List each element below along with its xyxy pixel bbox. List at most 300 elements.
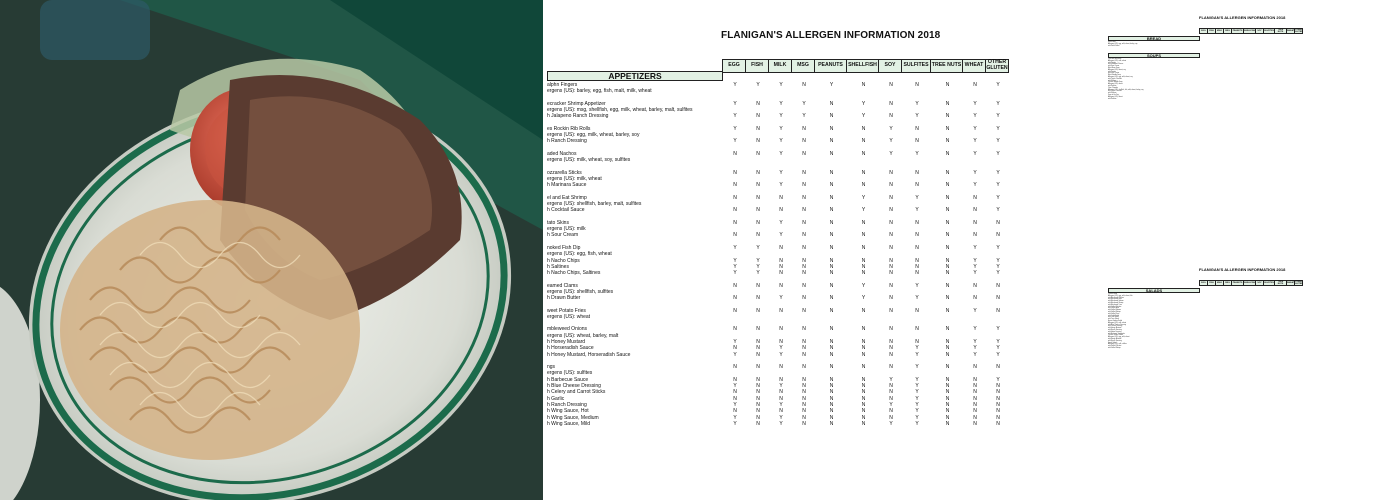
item-name: ergens (US): msg, shellfish, egg, milk, wheat, barley, malt, sulfites xyxy=(547,107,693,114)
allergen-value-milk: N xyxy=(779,282,783,289)
allergen-value-sulfites: N xyxy=(915,232,919,239)
thumbnail-salads-lines xyxy=(1108,294,1348,350)
item-name: h Saltines xyxy=(547,263,569,270)
allergen-value-sulfites: Y xyxy=(915,414,919,421)
allergen-value-fish: N xyxy=(756,282,760,289)
allergen-value-peanuts: N xyxy=(829,194,834,201)
allergen-value-wheat: Y xyxy=(973,244,977,251)
allergen-value-wheat: Y xyxy=(973,351,977,358)
allergen-value-shellfish: N xyxy=(861,326,866,333)
thumbnail-line: Allergens (US): egg, milk, wheat, fish xyxy=(1108,295,1133,297)
item-name: h Honey Mustard, Horseradish Sauce xyxy=(547,351,631,358)
column-header-milk: MILK xyxy=(768,59,792,73)
allergen-value-shellfish: N xyxy=(861,395,866,402)
allergen-value-shellfish: N xyxy=(861,244,866,251)
allergen-value-egg: Y xyxy=(733,401,737,408)
item-name: h Nacho Chips xyxy=(547,257,580,264)
allergen-value-fish: N xyxy=(756,395,760,402)
allergen-value-wheat: N xyxy=(973,282,977,289)
allergen-value-msg: N xyxy=(802,389,806,396)
allergen-value-sulfites: Y xyxy=(915,282,919,289)
allergen-value-sulfites: N xyxy=(915,244,919,251)
thumbnail-column-header: OTHER GLUTEN xyxy=(1294,28,1303,33)
item-name: ergens (US): egg, milk, wheat, barley, soy xyxy=(547,132,640,139)
allergen-value-other-gluten: N xyxy=(996,408,1000,415)
allergen-value-soy: N xyxy=(889,257,893,264)
allergen-value-msg: N xyxy=(802,351,806,358)
allergen-value-shellfish: Y xyxy=(861,194,866,201)
allergen-value-egg: N xyxy=(733,389,737,396)
thumbnail-line: with Blackened Salmon xyxy=(1108,301,1124,303)
allergen-value-wheat: N xyxy=(973,395,977,402)
allergen-value-sulfites: N xyxy=(915,339,919,346)
thumbnail-section-soups: SOUPS xyxy=(1108,53,1200,58)
thumbnail-line: with Onions xyxy=(1108,71,1116,73)
thumbnail-line: with Italian Dressing xyxy=(1108,331,1122,333)
allergen-value-sulfites: Y xyxy=(915,383,919,390)
allergen-value-tree-nuts: N xyxy=(945,414,950,421)
thumbnail-column-header: SHELLFISH xyxy=(1243,28,1256,34)
allergen-value-msg: N xyxy=(802,244,806,251)
allergen-value-other-gluten: Y xyxy=(996,138,1000,145)
allergen-value-sulfites: Y xyxy=(915,420,919,427)
allergen-value-other-gluten: Y xyxy=(996,150,1000,157)
thumbnail-line: with Balsamic Vinaigrette xyxy=(1108,333,1125,335)
allergen-value-egg: Y xyxy=(733,339,737,346)
thumbnail-line: with Sour Cream xyxy=(1108,73,1120,75)
menu-item-row xyxy=(547,295,1037,301)
allergen-value-shellfish: Y xyxy=(861,207,866,214)
allergen-value-wheat: N xyxy=(973,408,977,415)
allergen-value-egg: N xyxy=(733,307,737,314)
thumbnail-line: Allergens (US): wheat xyxy=(1108,96,1123,98)
allergen-value-egg: N xyxy=(733,395,737,402)
allergen-value-sulfites: Y xyxy=(915,100,919,107)
allergen-value-sulfites: Y xyxy=(915,395,919,402)
thumbnail-column-header: MILK xyxy=(1215,28,1224,34)
allergen-value-msg: Y xyxy=(802,100,806,107)
allergen-value-other-gluten: Y xyxy=(996,113,1000,120)
allergen-value-sulfites: N xyxy=(915,326,919,333)
thumbnail-line: Allergens (US): milk, sulfites xyxy=(1108,344,1127,346)
item-name: mbleweed Onions xyxy=(547,326,588,333)
allergen-value-sulfites: N xyxy=(915,138,919,145)
allergen-value-milk: Y xyxy=(779,138,783,145)
page-thumbnail-bread-soups xyxy=(1104,10,1400,180)
allergen-value-shellfish: N xyxy=(861,339,866,346)
allergen-value-tree-nuts: N xyxy=(945,125,950,132)
allergen-value-wheat: N xyxy=(973,219,977,226)
item-name: h Sour Cream xyxy=(547,232,579,239)
menu-item-row xyxy=(547,232,1037,238)
thumbnail-column-header: WHEAT xyxy=(1286,280,1295,286)
allergen-value-fish: N xyxy=(756,207,760,214)
allergen-value-fish: N xyxy=(756,219,760,226)
allergen-value-milk: N xyxy=(779,194,783,201)
allergen-value-sulfites: N xyxy=(915,219,919,226)
allergen-value-wheat: Y xyxy=(973,182,977,189)
allergen-value-tree-nuts: N xyxy=(945,408,950,415)
item-name: h Ranch Dressing xyxy=(547,138,587,145)
thumbnail-line: with Grilled Tuna xyxy=(1108,313,1120,315)
allergen-value-tree-nuts: N xyxy=(945,270,950,277)
allergen-value-peanuts: N xyxy=(829,364,834,371)
allergen-value-shellfish: N xyxy=(861,420,866,427)
food-photo xyxy=(0,0,543,500)
menu-item-row xyxy=(547,113,1037,119)
item-name: h Wing Sauce, Mild xyxy=(547,420,591,427)
item-name: h Wing Sauce, Medium xyxy=(547,414,599,421)
allergen-value-shellfish: N xyxy=(861,257,866,264)
allergen-value-egg: N xyxy=(733,150,737,157)
allergen-value-tree-nuts: N xyxy=(945,150,950,157)
allergen-value-wheat: Y xyxy=(973,257,977,264)
allergen-value-fish: N xyxy=(756,339,760,346)
item-name: h Wing Sauce, Hot xyxy=(547,408,589,415)
item-name: alphn Fingers xyxy=(547,82,578,88)
allergen-value-fish: N xyxy=(756,125,760,132)
allergen-value-fish: N xyxy=(756,182,760,189)
allergen-value-other-gluten: N xyxy=(996,420,1000,427)
allergen-value-peanuts: N xyxy=(829,100,834,107)
allergen-value-peanuts: N xyxy=(829,383,834,390)
column-header-wheat: WHEAT xyxy=(962,59,986,73)
allergen-value-egg: Y xyxy=(733,383,737,390)
allergen-value-egg: Y xyxy=(733,420,737,427)
thumbnail-line: with Ranch Dressing xyxy=(1108,329,1122,331)
allergen-value-milk: Y xyxy=(779,414,783,421)
allergen-value-wheat: N xyxy=(973,82,977,88)
thumbnail-line: with Shredded Cheese xyxy=(1108,64,1124,66)
allergen-value-egg: N xyxy=(733,207,737,214)
allergen-value-sulfites: Y xyxy=(915,207,919,214)
allergen-value-peanuts: N xyxy=(829,169,834,176)
item-name: ergens (US): shellfish, barley, malt, sulfites xyxy=(547,201,642,208)
allergen-value-sulfites: Y xyxy=(915,401,919,408)
allergen-value-other-gluten: Y xyxy=(996,345,1000,352)
allergen-value-peanuts: N xyxy=(829,351,834,358)
allergen-value-milk: N xyxy=(779,244,783,251)
allergen-value-fish: N xyxy=(756,169,760,176)
allergen-value-wheat: Y xyxy=(973,326,977,333)
allergen-value-peanuts: N xyxy=(829,295,834,302)
allergen-note-row xyxy=(547,88,1037,94)
allergen-value-sulfites: Y xyxy=(915,194,919,201)
allergen-value-soy: N xyxy=(889,194,893,201)
allergen-value-shellfish: Y xyxy=(861,282,866,289)
allergen-value-shellfish: N xyxy=(861,125,866,132)
allergen-value-peanuts: N xyxy=(829,326,834,333)
allergen-value-shellfish: N xyxy=(861,389,866,396)
allergen-value-egg: Y xyxy=(733,257,737,264)
allergen-value-wheat: Y xyxy=(973,113,977,120)
allergen-value-wheat: N xyxy=(973,232,977,239)
allergen-value-fish: Y xyxy=(756,257,760,264)
thumbnail-line: Allergens (US): egg, milk, wheat xyxy=(1108,337,1130,339)
allergen-value-other-gluten: Y xyxy=(996,125,1000,132)
item-name: tato Skins xyxy=(547,219,569,226)
allergen-value-shellfish: N xyxy=(861,232,866,239)
allergen-value-peanuts: N xyxy=(829,339,834,346)
allergen-value-msg: N xyxy=(802,150,806,157)
allergen-value-shellfish: N xyxy=(861,364,866,371)
allergen-value-egg: Y xyxy=(733,244,737,251)
thumbnail-column-header: EGG xyxy=(1199,280,1208,286)
column-header-other-gluten: OTHER GLUTEN xyxy=(986,59,1008,71)
allergen-value-soy: N xyxy=(889,408,893,415)
allergen-value-soy: N xyxy=(889,182,893,189)
allergen-value-peanuts: N xyxy=(829,207,834,214)
allergen-value-milk: Y xyxy=(779,125,783,132)
allergen-value-msg: N xyxy=(802,82,806,88)
thumbnail-line: House Garden Salad xyxy=(1108,320,1123,322)
thumbnail-column-header: SULFITES xyxy=(1263,28,1275,34)
allergen-value-sulfites: N xyxy=(915,125,919,132)
thumbnail-column-header: MSG xyxy=(1223,280,1232,286)
column-header-soy: SOY xyxy=(878,59,902,73)
item-name: h Blue Cheese Dressing xyxy=(547,383,601,390)
thumbnail-line: with Sour Cream xyxy=(1108,66,1120,68)
allergen-value-sulfites: Y xyxy=(915,389,919,396)
allergen-value-soy: N xyxy=(889,270,893,277)
allergen-value-tree-nuts: N xyxy=(945,207,950,214)
allergen-value-msg: N xyxy=(802,282,806,289)
allergen-value-shellfish: Y xyxy=(861,295,866,302)
allergen-value-msg: N xyxy=(802,194,806,201)
allergen-value-msg: N xyxy=(802,169,806,176)
allergen-value-soy: N xyxy=(889,389,893,396)
allergen-value-soy: N xyxy=(889,169,893,176)
allergen-value-shellfish: N xyxy=(861,219,866,226)
allergen-value-msg: N xyxy=(802,420,806,427)
allergen-value-soy: N xyxy=(889,364,893,371)
thumbnail-column-header: PEANUTS xyxy=(1231,28,1244,34)
allergen-value-tree-nuts: N xyxy=(945,257,950,264)
allergen-value-other-gluten: N xyxy=(996,414,1000,421)
item-name: weet Potato Fries xyxy=(547,307,586,314)
allergen-value-msg: N xyxy=(802,125,806,132)
allergen-value-fish: N xyxy=(756,383,760,390)
allergen-value-sulfites: Y xyxy=(915,408,919,415)
allergen-value-shellfish: N xyxy=(861,401,866,408)
thumbnail-column-header: MILK xyxy=(1215,280,1224,286)
allergen-value-other-gluten: Y xyxy=(996,263,1000,270)
allergen-value-milk: Y xyxy=(779,232,783,239)
allergen-value-fish: N xyxy=(756,100,760,107)
column-header-fish: FISH xyxy=(745,59,769,73)
item-name: ergens (US): milk, wheat, soy, sulfites xyxy=(547,157,631,164)
thumbnail-line: with Blackened Shrimp xyxy=(1108,302,1124,304)
allergen-value-msg: N xyxy=(802,414,806,421)
allergen-value-tree-nuts: N xyxy=(945,326,950,333)
allergen-value-sulfites: Y xyxy=(915,295,919,302)
thumbnail-soups-lines xyxy=(1108,59,1348,100)
item-name: ozzarella Sticks xyxy=(547,169,582,176)
menu-item-row xyxy=(547,352,1037,358)
allergen-value-egg: N xyxy=(733,376,737,383)
allergen-value-msg: N xyxy=(802,307,806,314)
allergen-value-milk: N xyxy=(779,389,783,396)
allergen-value-sulfites: N xyxy=(915,263,919,270)
thumbnail-line: Chicken Noodle Soup xyxy=(1108,82,1123,84)
thumbnail-line: with Grilled Shrimp xyxy=(1108,347,1121,349)
thumbnail-line: Clam Chowder xyxy=(1108,87,1118,89)
item-name: h Horseradish Sauce xyxy=(547,345,594,352)
allergen-value-wheat: N xyxy=(973,207,977,214)
column-header-shellfish: SHELLFISH xyxy=(846,59,879,73)
allergen-value-msg: N xyxy=(802,364,806,371)
allergen-value-tree-nuts: N xyxy=(945,339,950,346)
allergen-value-egg: N xyxy=(733,326,737,333)
allergen-value-fish: N xyxy=(756,414,760,421)
allergen-value-peanuts: N xyxy=(829,282,834,289)
allergen-value-soy: Y xyxy=(889,150,893,157)
allergen-value-shellfish: N xyxy=(861,307,866,314)
allergen-value-wheat: Y xyxy=(973,169,977,176)
allergen-value-tree-nuts: N xyxy=(945,138,950,145)
allergen-value-egg: Y xyxy=(733,100,737,107)
allergen-value-peanuts: N xyxy=(829,182,834,189)
allergen-value-egg: N xyxy=(733,169,737,176)
allergen-value-fish: N xyxy=(756,351,760,358)
allergen-value-tree-nuts: N xyxy=(945,401,950,408)
allergen-value-soy: Y xyxy=(889,401,893,408)
menu-item-row xyxy=(547,182,1037,188)
allergen-value-egg: Y xyxy=(733,414,737,421)
allergen-value-msg: N xyxy=(802,326,806,333)
thumbnail-line: Allergens (US): egg, milk, wheat, barley, soy xyxy=(1108,43,1138,45)
allergen-value-msg: N xyxy=(802,263,806,270)
allergen-value-sulfites: N xyxy=(915,307,919,314)
allergen-value-fish: N xyxy=(756,307,760,314)
allergen-value-other-gluten: Y xyxy=(996,326,1000,333)
allergen-note-row xyxy=(547,157,1037,163)
allergen-document xyxy=(543,0,1103,500)
allergen-value-milk: N xyxy=(779,408,783,415)
allergen-value-wheat: Y xyxy=(973,270,977,277)
allergen-value-fish: N xyxy=(756,138,760,145)
allergen-value-egg: N xyxy=(733,219,737,226)
item-name: h Marinara Sauce xyxy=(547,182,587,189)
allergen-value-other-gluten: N xyxy=(996,383,1000,390)
allergen-value-peanuts: N xyxy=(829,244,834,251)
allergen-value-soy: N xyxy=(889,414,893,421)
allergen-value-shellfish: N xyxy=(861,351,866,358)
allergen-value-other-gluten: N xyxy=(996,282,1000,289)
allergen-value-fish: N xyxy=(756,345,760,352)
allergen-value-fish: Y xyxy=(756,270,760,277)
allergen-value-milk: N xyxy=(779,326,783,333)
allergen-value-fish: N xyxy=(756,295,760,302)
allergen-value-wheat: N xyxy=(973,376,977,383)
allergen-value-egg: Y xyxy=(733,113,737,120)
thumbnail-line: with Grilled Mahi xyxy=(1108,308,1120,310)
allergen-value-fish: N xyxy=(756,376,760,383)
thumbnail-line: with Cobb Salad xyxy=(1108,315,1119,317)
allergen-value-other-gluten: Y xyxy=(996,244,1000,251)
thumbnail-column-header: SULFITES xyxy=(1263,280,1275,286)
thumbnail-column-header: FISH xyxy=(1207,28,1216,34)
allergen-value-other-gluten: Y xyxy=(996,351,1000,358)
allergen-value-wheat: Y xyxy=(973,263,977,270)
allergen-value-tree-nuts: N xyxy=(945,395,950,402)
allergen-value-other-gluten: N xyxy=(996,364,1000,371)
allergen-value-msg: N xyxy=(802,395,806,402)
allergen-value-wheat: N xyxy=(973,295,977,302)
allergen-value-peanuts: N xyxy=(829,150,834,157)
allergen-value-fish: N xyxy=(756,326,760,333)
allergen-value-soy: Y xyxy=(889,376,893,383)
allergen-value-peanuts: N xyxy=(829,263,834,270)
allergen-value-milk: Y xyxy=(779,420,783,427)
column-header-sulfites: SULFITES xyxy=(901,59,931,73)
allergen-value-egg: N xyxy=(733,408,737,415)
allergen-value-tree-nuts: N xyxy=(945,389,950,396)
thumbnail-line: with Saltines xyxy=(1108,93,1117,95)
allergen-value-sulfites: Y xyxy=(915,364,919,371)
allergen-value-milk: N xyxy=(779,395,783,402)
allergen-value-other-gluten: Y xyxy=(996,207,1000,214)
item-name: noked Fish Dip xyxy=(547,244,581,251)
allergen-value-tree-nuts: N xyxy=(945,113,950,120)
item-name: ergens (US): barley, egg, fish, malt, milk, wheat xyxy=(547,88,652,95)
menu-item-row xyxy=(547,270,1037,276)
allergen-value-wheat: N xyxy=(973,383,977,390)
allergen-value-sulfites: Y xyxy=(915,376,919,383)
allergen-value-sulfites: Y xyxy=(915,345,919,352)
allergen-value-wheat: Y xyxy=(973,307,977,314)
allergen-value-shellfish: N xyxy=(861,169,866,176)
allergen-value-peanuts: N xyxy=(829,401,834,408)
allergen-value-shellfish: N xyxy=(861,383,866,390)
thumbnail-line: with Grilled Shrimp xyxy=(1108,311,1121,313)
allergen-value-fish: N xyxy=(756,232,760,239)
thumbnail-line: Garlic Rolls xyxy=(1108,42,1116,43)
allergen-value-soy: N xyxy=(889,383,893,390)
allergen-value-wheat: N xyxy=(973,364,977,371)
allergen-value-msg: N xyxy=(802,270,806,277)
allergen-value-egg: Y xyxy=(733,351,737,358)
allergen-value-wheat: Y xyxy=(973,339,977,346)
thumbnail-line: Allergens (US): shellfish, fish, milk, wheat, barley, soy xyxy=(1108,89,1144,91)
thumbnail-line: Black Noodle Soup xyxy=(1108,75,1121,77)
allergen-value-fish: N xyxy=(756,389,760,396)
allergen-value-wheat: Y xyxy=(973,100,977,107)
allergen-value-sulfites: N xyxy=(915,257,919,264)
allergen-value-soy: N xyxy=(889,82,893,88)
allergen-value-egg: N xyxy=(733,345,737,352)
allergen-value-other-gluten: Y xyxy=(996,82,1000,88)
allergen-item-list xyxy=(547,82,1037,427)
allergen-value-sulfites: N xyxy=(915,182,919,189)
allergen-value-milk: Y xyxy=(779,82,783,88)
allergen-value-wheat: Y xyxy=(973,125,977,132)
allergen-value-soy: N xyxy=(889,100,893,107)
allergen-value-msg: N xyxy=(802,339,806,346)
allergen-value-peanuts: Y xyxy=(829,82,834,88)
thumbnail-line: with Garlic Butter xyxy=(1108,45,1120,47)
allergen-value-milk: Y xyxy=(779,113,783,120)
allergen-value-fish: N xyxy=(756,113,760,120)
allergen-value-msg: N xyxy=(802,257,806,264)
allergen-value-soy: N xyxy=(889,244,893,251)
allergen-value-sulfites: N xyxy=(915,82,919,88)
thumbnail-line: Chicken Tender Salad xyxy=(1108,335,1123,337)
allergen-value-shellfish: Y xyxy=(861,100,866,107)
allergen-value-soy: N xyxy=(889,395,893,402)
allergen-value-soy: N xyxy=(889,232,893,239)
thumbnail-line: Allergens (US): wheat xyxy=(1108,84,1123,86)
